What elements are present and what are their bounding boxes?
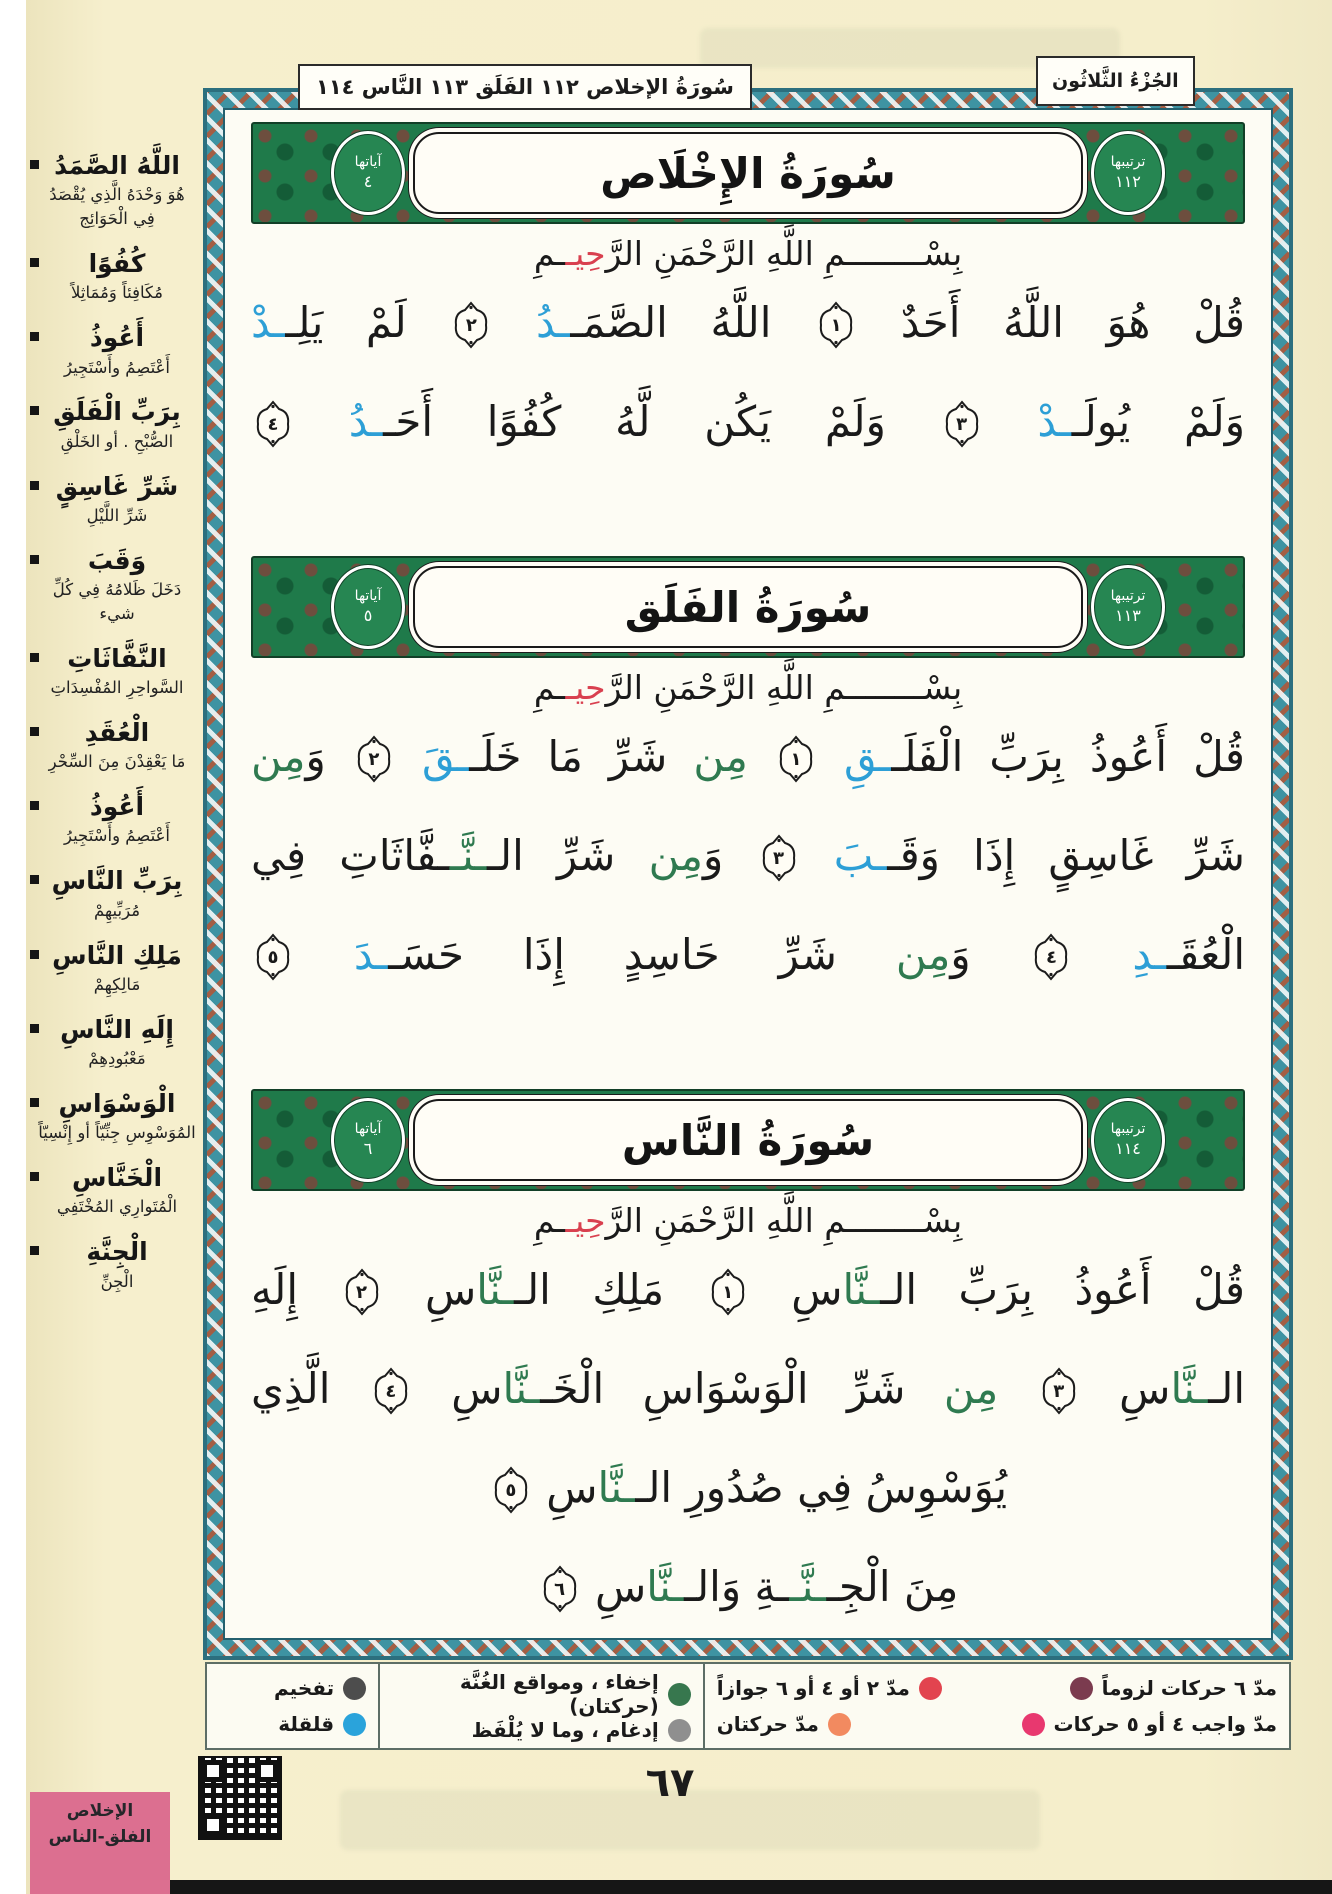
margin-definition: مُكَافِئاً وَمُمَاثِلاً — [71, 283, 163, 303]
verse-text: شَرِّ الـ — [486, 831, 649, 880]
verse-text: سِ — [532, 1463, 598, 1512]
legend-dot-icon — [828, 1713, 851, 1736]
legend-dot-icon — [343, 1677, 366, 1700]
verse-text: سِ — [581, 1562, 647, 1611]
surah-header-band — [251, 556, 1245, 658]
legend-dot-icon — [919, 1677, 942, 1700]
margin-headword: الْجِنَّةِ — [86, 1237, 148, 1267]
ayah-number: ١ — [830, 314, 842, 336]
verse-text: حِيـ — [565, 1201, 606, 1240]
legend-cell — [380, 1664, 705, 1748]
legend-label: مدّ ٢ أو ٤ أو ٦ جوازاً — [716, 1676, 910, 1700]
legend-cell — [207, 1664, 380, 1748]
legend-row — [219, 1712, 366, 1736]
margin-headword: وَقَبَ — [87, 545, 147, 575]
verse-text: وَلَمْ يُولَـ — [1071, 397, 1245, 446]
verse-line — [251, 905, 1245, 1004]
margin-note — [32, 248, 198, 305]
ornamental-frame — [205, 90, 1291, 1658]
margin-headword: الْعُقَدِ — [84, 718, 150, 748]
legend-dot-icon — [1022, 1713, 1045, 1736]
band-oval-label: آياتها — [354, 588, 382, 605]
juz-box — [1036, 56, 1195, 106]
verse-text: وَلَمْ يَكُن لَّهُ كُفُوًا أَحَـ — [383, 397, 940, 446]
margin-headword: إِلَهِ النَّاسِ — [60, 1014, 174, 1044]
square-bullet-icon — [30, 160, 39, 169]
ayah-marker — [542, 1565, 578, 1613]
ayah-marker — [761, 834, 797, 882]
verse-text: ـنَّا — [1170, 1364, 1209, 1413]
band-oval-label: ترتيبها — [1110, 1121, 1146, 1138]
verse-text — [818, 732, 844, 781]
square-bullet-icon — [30, 406, 39, 415]
verse-text: مَلِكِ الـ — [514, 1265, 706, 1314]
ayah-marker — [1041, 1367, 1077, 1415]
ayah-number: ٢ — [465, 314, 477, 336]
square-bullet-icon — [30, 727, 39, 736]
band-flourish-icon — [253, 558, 331, 656]
qr-finder-icon — [202, 1760, 224, 1782]
juz-label: الجُزْءُ الثَّلاثُون — [1052, 70, 1179, 92]
margin-definition: هُوَ وَحْدَهُ الَّذِي يُقْصَدُ فِي الْحَوَائِج — [49, 185, 185, 229]
surah-order-oval — [1091, 1098, 1165, 1182]
legend-row — [392, 1670, 691, 1718]
margin-note — [32, 1014, 198, 1071]
legend-cell — [705, 1664, 1289, 1748]
qr-code — [198, 1756, 282, 1840]
verse-text: قُلْ هُوَ اللَّهُ أَحَدٌ — [858, 298, 1246, 347]
margin-headword: النَّفَّاثَاتِ — [67, 643, 167, 673]
margin-headword: أَعُوذُ — [89, 323, 145, 353]
verse-text: الْعُقَـ — [1166, 930, 1245, 979]
square-bullet-icon — [30, 1172, 39, 1181]
square-bullet-icon — [30, 1098, 39, 1107]
verse-text: ـدَ — [353, 930, 389, 979]
verse-line — [251, 273, 1245, 372]
ayah-marker — [255, 400, 291, 448]
margin-headword: الْخَنَّاسِ — [71, 1163, 163, 1193]
verse-text: شَرِّ حَاسِدٍ إِذَا حَسَـ — [388, 930, 896, 979]
band-oval-value: ١١٤ — [1115, 1138, 1141, 1158]
ayah-number: ٥ — [267, 946, 279, 968]
ayah-number: ٣ — [773, 847, 785, 869]
verse-line — [251, 1339, 1245, 1438]
verse-line — [251, 1240, 1245, 1339]
verse-text: حِيـ — [565, 668, 606, 707]
margin-definition: الْمُتَوارِي المُخْتَفِي — [56, 1197, 178, 1217]
verse-text: شَرِّ غَاسِقٍ إِذَا وَقَـ — [887, 831, 1245, 880]
verse-text: يُوَسْوِسُ فِي صُدُورِ الـ — [635, 1463, 1008, 1512]
ayah-number: ٢ — [356, 1281, 367, 1303]
basmala — [251, 234, 1245, 273]
verse-text: بِسْــــــــمِ اللَّهِ الرَّحْمَنِ الرَّ — [605, 1201, 963, 1240]
verse-text: ـنَّا — [502, 1364, 541, 1413]
verse-text: ـمِ — [533, 234, 566, 273]
square-bullet-icon — [30, 1246, 39, 1255]
margin-definition: أَعْتَصِمُ وأَسْتَجِيرُ — [63, 357, 171, 377]
margin-headword: اللَّهُ الصَّمَدُ — [54, 151, 180, 180]
legend-entry — [717, 1676, 942, 1700]
legend-entry — [472, 1718, 691, 1742]
legend-dot-icon — [343, 1713, 366, 1736]
square-bullet-icon — [30, 653, 39, 662]
scan-edge-strip — [58, 1880, 1332, 1894]
margin-definition: مُرَبِّيهِمْ — [93, 900, 141, 920]
square-bullet-icon — [30, 1024, 39, 1033]
surah-title-cartouche — [413, 132, 1083, 214]
margin-note — [32, 1162, 198, 1219]
margin-definition: مَعْبُودِهِمْ — [88, 1048, 146, 1068]
surah-order-oval — [1091, 131, 1165, 215]
verse-text: ـفَّاثَاتِ فِي — [251, 831, 450, 880]
legend-label: إدغام ، وما لا يُلْفَظ — [471, 1718, 659, 1742]
verse-text: مِن — [648, 831, 704, 880]
margin-note — [32, 643, 198, 700]
ayah-marker — [944, 400, 980, 448]
ayah-marker — [373, 1367, 409, 1415]
verse-text: سِ — [412, 1364, 503, 1413]
verse-text: سِ — [383, 1265, 477, 1314]
qr-finder-icon — [256, 1760, 278, 1782]
verse-text: ـدُ — [536, 298, 571, 347]
margin-note — [32, 940, 198, 997]
verse-text: ـمِ — [533, 1201, 566, 1240]
verse-text — [295, 930, 354, 979]
legend-entry — [717, 1712, 851, 1736]
verse-text — [801, 831, 834, 880]
legend-entry — [1070, 1676, 1277, 1700]
surah-title: سُورَةُ الإِخْلَاص — [600, 148, 896, 198]
side-tab-line2: الفلق-الناس — [48, 1826, 152, 1847]
margin-note — [32, 1236, 198, 1293]
surah-title-cartouche — [413, 566, 1083, 648]
qr-finder-icon — [202, 1814, 224, 1836]
verse-text: إِلَهِ — [251, 1265, 340, 1314]
ayah-number: ٣ — [956, 413, 968, 435]
verse-text — [748, 732, 774, 781]
verse-text: ـدُ — [348, 397, 384, 446]
verse-text: حِيـ — [565, 234, 606, 273]
verse-text: ـنَّا — [646, 1562, 685, 1611]
verse-text: لَمْ يَلِـ — [285, 298, 450, 347]
square-bullet-icon — [30, 801, 39, 810]
ayah-marker — [255, 933, 291, 981]
verse-text: سِ — [1080, 1364, 1171, 1413]
legend-entry — [274, 1676, 366, 1700]
margin-headword: شَرِّ غَاسِقٍ — [55, 471, 179, 501]
verse-text: ـنَّا — [476, 1265, 515, 1314]
ayah-marker — [356, 735, 392, 783]
margin-definition: مَالِكِهِمْ — [93, 974, 141, 994]
surah-title-cartouche — [413, 1099, 1083, 1181]
margin-note — [32, 545, 198, 626]
ayah-number: ٤ — [385, 1380, 397, 1402]
band-oval-label: آياتها — [354, 1121, 382, 1138]
surah-header-band — [251, 1089, 1245, 1191]
verse-text: مِن — [943, 1364, 999, 1413]
band-oval-label: ترتيبها — [1110, 154, 1146, 171]
band-flourish-icon — [253, 1091, 331, 1189]
margin-headword: الْوَسْوَاسِ — [58, 1088, 176, 1118]
square-bullet-icon — [30, 950, 39, 959]
verse-text: الـ — [1208, 1364, 1245, 1413]
verse-text — [295, 397, 349, 446]
verse-line — [251, 1537, 1245, 1636]
verse-text: ـنَّا — [842, 1265, 881, 1314]
verse-text: شَرِّ الْوَسْوَاسِ الْخَـ — [540, 1364, 944, 1413]
ayah-marker — [344, 1268, 380, 1316]
legend-entry — [1022, 1712, 1277, 1736]
surah-ayat-oval — [331, 131, 405, 215]
surah-index-label: سُورَةُ الإخلاص ١١٢ الفَلَق ١١٣ النَّاس ١١٤ — [316, 75, 734, 99]
legend-label: تفخيم — [273, 1676, 335, 1700]
margin-headword: مَلِكِ النَّاسِ — [52, 940, 182, 970]
margin-headword: أَعُوذُ — [89, 792, 145, 822]
legend-row — [219, 1676, 366, 1700]
margin-definition: مَا يَعْقِدْنَ مِنَ السِّحْرِ — [48, 752, 186, 772]
verse-text: بِسْــــــــمِ اللَّهِ الرَّحْمَنِ الرَّ — [605, 234, 963, 273]
legend-entry — [278, 1712, 366, 1736]
margin-note — [32, 791, 198, 848]
margin-definition: الصُّبْحِ . أو الخَلْقِ — [60, 431, 174, 451]
ayah-number: ٣ — [1053, 1380, 1065, 1402]
verse-text: ـنَّـ — [449, 831, 487, 880]
legend-label: إخفاء ، ومواقع الغُنَّة (حركتان) — [459, 1670, 659, 1718]
margin-glossary-column — [32, 150, 198, 1293]
surah-block — [251, 1083, 1245, 1636]
square-bullet-icon — [30, 481, 39, 490]
margin-note — [32, 150, 198, 231]
band-oval-value: ١١٣ — [1115, 605, 1141, 625]
verse-text: ـةِ وَالـ — [684, 1562, 790, 1611]
margin-note — [32, 396, 198, 453]
legend-label: مدّ حركتان — [716, 1712, 819, 1736]
verse-text — [984, 397, 1038, 446]
verse-text — [1073, 930, 1132, 979]
band-oval-value: ٥ — [363, 605, 373, 625]
margin-headword: كُفُوًا — [88, 249, 146, 279]
band-oval-value: ١١٢ — [1115, 171, 1141, 191]
legend-dot-icon — [1070, 1677, 1093, 1700]
margin-note — [32, 717, 198, 774]
verse-text: ـدِ — [1132, 930, 1167, 979]
verse-text — [396, 732, 422, 781]
legend-dot-icon — [668, 1719, 691, 1742]
ayah-marker — [453, 301, 489, 349]
verse-line — [251, 1438, 1245, 1537]
margin-headword: بِرَبِّ الْفَلَقِ — [53, 397, 181, 427]
verse-text — [998, 1364, 1036, 1413]
basmala — [251, 668, 1245, 707]
verse-text: وَ — [305, 732, 352, 781]
ayah-marker — [818, 301, 854, 349]
page-number: ٦٧ — [645, 1760, 695, 1806]
tajweed-legend — [205, 1662, 1291, 1750]
ayah-number: ٤ — [1045, 946, 1057, 968]
verse-line — [251, 707, 1245, 806]
band-flourish-icon — [1165, 558, 1243, 656]
verse-text: بِسْــــــــمِ اللَّهِ الرَّحْمَنِ الرَّ — [605, 668, 963, 707]
legend-row — [717, 1676, 1277, 1700]
verse-text: وَ — [703, 831, 757, 880]
verse-text: ـدْ — [251, 298, 286, 347]
legend-row — [392, 1718, 691, 1742]
margin-definition: السَّواحِرِ المُفْسِدَاتِ — [50, 678, 184, 698]
square-bullet-icon — [30, 875, 39, 884]
verse-text: وَ — [950, 930, 1030, 979]
surah-header-band — [251, 122, 1245, 224]
verse-text: ـنَّـ — [789, 1562, 827, 1611]
ayah-marker — [710, 1268, 746, 1316]
band-flourish-icon — [1165, 1091, 1243, 1189]
square-bullet-icon — [30, 555, 39, 564]
surah-block — [251, 550, 1245, 1004]
band-flourish-icon — [1165, 124, 1243, 222]
surah-index-box — [298, 64, 752, 110]
margin-headword: بِرَبِّ النَّاسِ — [51, 866, 183, 896]
surah-ayat-oval — [331, 1098, 405, 1182]
verse-text: مِنَ الْجِـ — [826, 1562, 959, 1611]
verse-text: سِ — [749, 1265, 843, 1314]
surah-ayat-oval — [331, 565, 405, 649]
ayah-number: ١ — [790, 748, 802, 770]
margin-definition: المُوَسْوِسِ جِنِّيّاً أو إِنْسِيّاً — [38, 1123, 196, 1143]
band-oval-label: آياتها — [354, 154, 382, 171]
margin-definition: الْجِنِّ — [100, 1271, 134, 1291]
verse-text: ـنَّا — [597, 1463, 636, 1512]
ayah-marker — [493, 1466, 529, 1514]
surah-title: سُورَةُ النَّاس — [621, 1115, 875, 1165]
margin-note — [32, 1088, 198, 1145]
verse-text: قُلْ أَعُوذُ بِرَبِّ الـ — [880, 1265, 1245, 1314]
side-tab-line1: الإخلاص — [66, 1801, 134, 1821]
ayah-number: ١ — [722, 1281, 734, 1303]
verse-text: ـبَ — [833, 831, 888, 880]
ayah-number: ٤ — [267, 413, 279, 435]
basmala — [251, 1201, 1245, 1240]
verse-text: مِن — [895, 930, 951, 979]
band-oval-label: ترتيبها — [1110, 588, 1146, 605]
verse-text: ـدْ — [1037, 397, 1072, 446]
margin-definition: دَخَلَ ظَلامُهُ فِي كُلِّ شيء — [52, 580, 182, 623]
legend-label: مدّ واجب ٤ أو ٥ حركات — [1053, 1712, 1277, 1736]
verse-text: مِن — [693, 732, 748, 781]
verse-text: مِن — [251, 732, 306, 781]
verse-line — [251, 372, 1245, 471]
legend-row — [717, 1712, 1277, 1736]
ayah-marker — [1033, 933, 1069, 981]
band-oval-value: ٦ — [363, 1138, 373, 1158]
verse-text: قُلْ أَعُوذُ بِرَبِّ الْفَلَـ — [891, 732, 1245, 781]
verse-text: الَّذِي — [251, 1364, 369, 1413]
verse-text — [493, 298, 536, 347]
verse-text: ـقَ — [421, 732, 470, 781]
surah-block — [251, 116, 1245, 471]
surah-title: سُورَةُ الفَلَق — [624, 582, 872, 632]
margin-definition: أَعْتَصِمُ وأَسْتَجِيرُ — [63, 826, 171, 846]
band-flourish-icon — [253, 124, 331, 222]
legend-entry — [392, 1670, 691, 1718]
margin-note — [32, 322, 198, 379]
surah-order-oval — [1091, 565, 1165, 649]
legend-label: قلقلة — [278, 1712, 335, 1736]
ayah-number: ٢ — [368, 748, 380, 770]
square-bullet-icon — [30, 332, 39, 341]
square-bullet-icon — [30, 258, 39, 267]
ayah-marker — [778, 735, 814, 783]
margin-note — [32, 865, 198, 922]
mushaf-content — [225, 110, 1271, 1638]
verse-text: اللَّهُ الصَّمَـ — [570, 298, 815, 347]
side-tab — [30, 1792, 170, 1894]
legend-dot-icon — [668, 1683, 691, 1706]
verse-text: ـمِ — [533, 668, 566, 707]
ayah-number: ٥ — [505, 1479, 517, 1501]
band-oval-value: ٤ — [363, 171, 373, 191]
margin-definition: شَرِّ اللَّيْلِ — [86, 505, 148, 525]
legend-label: مدّ ٦ حركات لزوماً — [1101, 1676, 1277, 1700]
ayah-number: ٦ — [554, 1578, 566, 1600]
verse-text: ـقِ — [844, 732, 892, 781]
margin-note — [32, 471, 198, 528]
verse-text: شَرِّ مَا خَلَـ — [469, 732, 694, 781]
verse-line — [251, 806, 1245, 905]
